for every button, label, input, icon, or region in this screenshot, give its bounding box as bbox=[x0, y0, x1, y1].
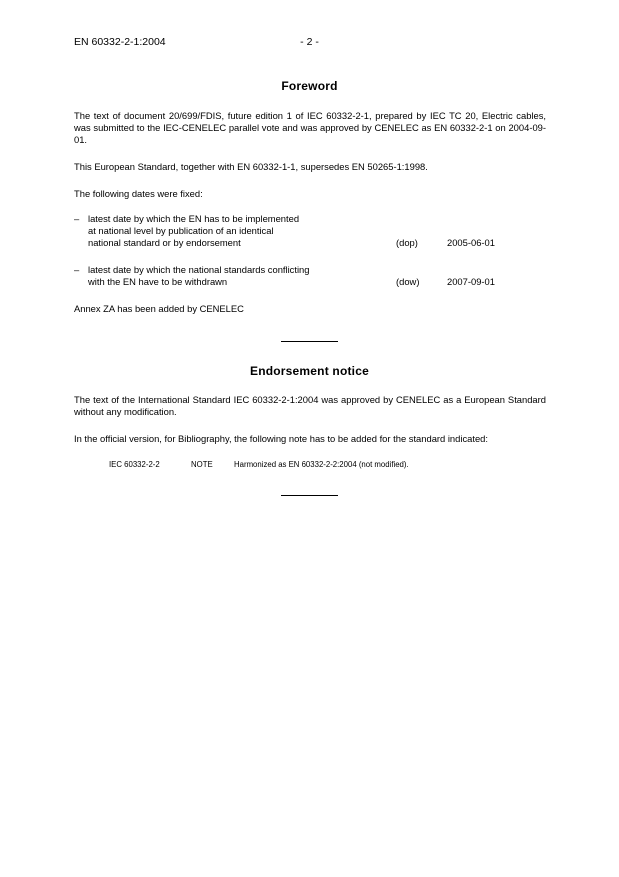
list-bullet: – bbox=[74, 264, 80, 275]
foreword-paragraph-1: The text of document 20/699/FDIS, future edition 1 of IEC 60332-2-1, prepared by IEC TC 20, Electric cables, was submitted to the IEC-CENELEC parallel vote and was approved by CENELEC as EN 60332-2-1 on 2004-09-01. bbox=[74, 110, 546, 145]
endorsement-paragraph-2: In the official version, for Bibliography, the following note has to be added for the standard indicated: bbox=[74, 433, 488, 444]
endorsement-paragraph-1: The text of the International Standard IEC 60332-2-1:2004 was approved by CENELEC as a European Standard without any modification. bbox=[74, 394, 546, 417]
date-item-line: with the EN have to be withdrawn bbox=[88, 276, 228, 287]
date-item-text bbox=[88, 264, 378, 288]
date-code: (dop) bbox=[396, 237, 418, 248]
date-item-line: latest date by which the national standards conflicting bbox=[88, 264, 310, 275]
note-label: NOTE bbox=[191, 460, 213, 469]
endorsement-title: Endorsement notice bbox=[250, 364, 369, 378]
date-value: 2005-06-01 bbox=[447, 237, 495, 248]
date-code: (dow) bbox=[396, 276, 420, 287]
section-divider bbox=[281, 341, 338, 342]
date-item-line: latest date by which the EN has to be implemented bbox=[88, 213, 300, 224]
note-text: Harmonized as EN 60332-2-2:2004 (not modified). bbox=[234, 460, 409, 469]
end-divider bbox=[281, 495, 338, 496]
page-number: - 2 - bbox=[300, 36, 319, 48]
date-item-dow bbox=[74, 264, 546, 292]
date-value: 2007-09-01 bbox=[447, 276, 495, 287]
list-bullet: – bbox=[74, 213, 80, 224]
annex-note: Annex ZA has been added by CENELEC bbox=[74, 303, 244, 314]
date-item-line: national standard or by endorsement bbox=[88, 237, 241, 248]
date-item-line: at national level by publication of an identical bbox=[88, 225, 274, 236]
date-item-text bbox=[88, 213, 378, 249]
document-id: EN 60332-2-1:2004 bbox=[74, 36, 166, 48]
foreword-paragraph-2: This European Standard, together with EN 60332-1-1, supersedes EN 50265-1:1998. bbox=[74, 161, 428, 172]
foreword-paragraph-3: The following dates were fixed: bbox=[74, 188, 203, 199]
date-item-dop bbox=[74, 213, 546, 253]
foreword-title: Foreword bbox=[281, 79, 338, 93]
note-standard: IEC 60332-2-2 bbox=[109, 460, 160, 469]
